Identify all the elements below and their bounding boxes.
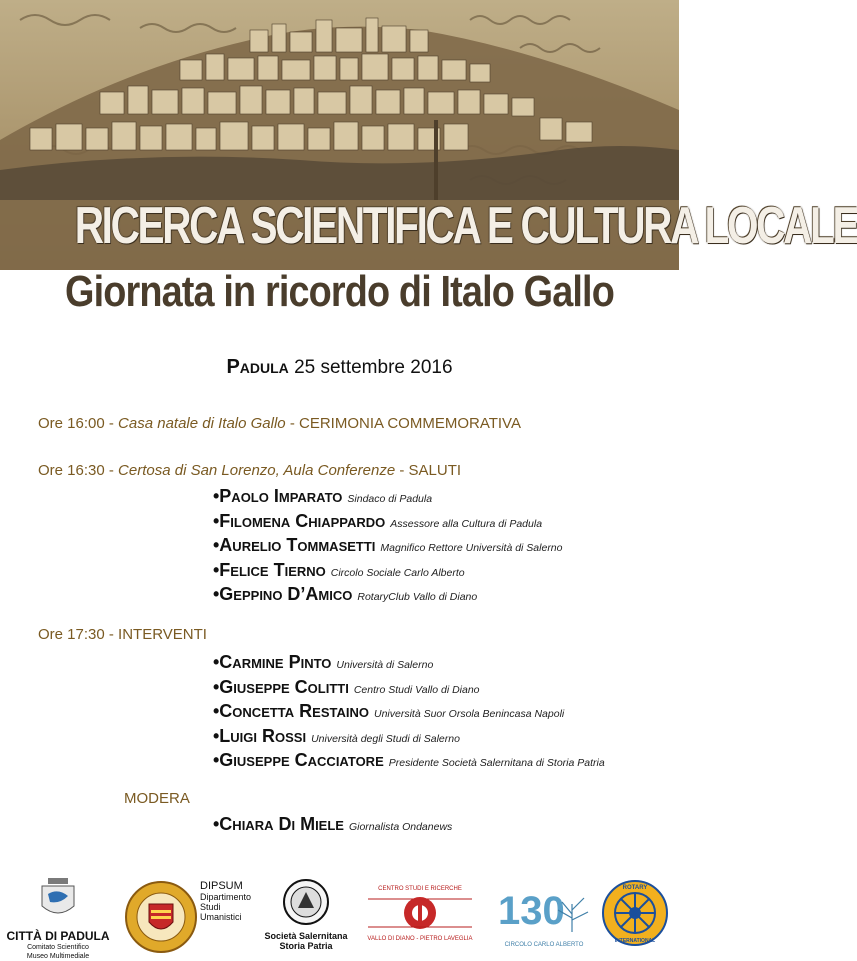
place-name: Padula (226, 356, 289, 378)
schedule-item-1730 (38, 626, 207, 643)
societa-salernitana-logo (262, 878, 350, 954)
list-item (213, 724, 605, 749)
speaker-role: Centro Studi Vallo di Diano (353, 683, 480, 696)
moderator-list (213, 812, 452, 837)
speaker-name: •Geppino D’Amico (213, 584, 353, 604)
speaker-name: •Giuseppe Colitti (213, 676, 349, 697)
dipsum-line4: Umanistici (200, 912, 242, 922)
rotary-top-text: ROTARY (622, 885, 648, 891)
schedule-location: Casa natale di Italo Gallo (118, 415, 286, 432)
dipsum-acronym: DIPSUM (200, 880, 243, 892)
societa-line1: Società Salernitana (264, 931, 348, 941)
list-item (213, 650, 605, 675)
circolo-tree-icon (492, 880, 596, 936)
circolo-logo (492, 880, 596, 952)
rotary-bottom-text: INTERNATIONAL (614, 938, 656, 944)
speaker-name: •Aurelio Tommasetti (213, 535, 376, 555)
university-seal-icon (124, 880, 198, 954)
speaker-role: Magnifico Rettore Università di Salerno (380, 542, 563, 554)
speaker-role: Presidente Società Salernitana di Storia Patria (388, 757, 605, 769)
rotary-logo (602, 880, 668, 946)
saluti-list (213, 484, 563, 607)
speaker-role: Assessore alla Cultura di Padula (390, 517, 543, 530)
centro-top-text: CENTRO STUDI E RICERCHE (378, 886, 462, 892)
speaker-role: Università di Salerno (336, 659, 434, 671)
speaker-role: Sindaco di Padula (347, 493, 433, 505)
speaker-name: •Chiara Di Miele (213, 814, 344, 834)
moderator-label: MODERA (124, 790, 190, 807)
list-item (213, 812, 452, 837)
schedule-location: Certosa di San Lorenzo, Aula Conferenze (118, 462, 396, 479)
centro-studi-logo (364, 886, 476, 946)
centro-emblem-icon (364, 893, 476, 931)
padula-line3: Museo Multimediale (26, 953, 90, 960)
list-item (213, 582, 563, 607)
list-item (213, 533, 563, 558)
schedule-time: Ore 16:30 - (38, 462, 114, 479)
speaker-name: •Giuseppe Cacciatore (213, 750, 384, 770)
padula-name: CITTÀ DI PADULA (6, 929, 110, 943)
event-date: 25 settembre 2016 (294, 357, 453, 378)
list-item (213, 509, 563, 534)
date-line (0, 356, 679, 379)
main-title: RICERCA SCIENTIFICA E CULTURA LOCALE (74, 197, 857, 255)
societa-seal-icon (262, 878, 350, 926)
circolo-caption: CIRCOLO CARLO ALBERTO (504, 942, 584, 948)
padula-logo (0, 876, 116, 960)
schedule-item-1600 (38, 415, 521, 432)
list-item (213, 558, 563, 583)
speaker-name: •Concetta Restaino (213, 701, 369, 721)
schedule-event: - SALUTI (399, 462, 462, 479)
centro-bottom-text: VALLO DI DIANO - PIETRO LAVEGLIA (367, 936, 473, 942)
speaker-name: •Luigi Rossi (213, 725, 307, 746)
speaker-name: •Felice Tierno (213, 559, 326, 580)
circolo-number: 130 (498, 889, 565, 933)
speaker-role: Università Suor Orsola Benincasa Napoli (373, 708, 565, 720)
interventi-list (213, 650, 605, 773)
speaker-role: Circolo Sociale Carlo Alberto (330, 566, 465, 579)
speaker-role: RotaryClub Vallo di Diano (357, 591, 478, 603)
speaker-name: •Paolo Imparato (213, 486, 343, 506)
speaker-role: Giornalista Ondanews (348, 821, 453, 833)
list-item (213, 699, 605, 724)
schedule-event: - CERIMONIA COMMEMORATIVA (289, 415, 521, 432)
list-item (213, 748, 605, 773)
speaker-name: •Carmine Pinto (213, 652, 332, 672)
schedule-time: Ore 16:00 - (38, 415, 114, 432)
dipsum-logo (124, 880, 274, 956)
list-item (213, 484, 563, 509)
rotary-wheel-icon (602, 880, 668, 946)
dipsum-line2: Dipartimento (200, 892, 252, 902)
speaker-name: •Filomena Chiappardo (213, 510, 386, 531)
societa-line2: Storia Patria (279, 941, 333, 951)
list-item (213, 675, 605, 700)
dipsum-line3: Studi (200, 902, 221, 912)
speaker-role: Università degli Studi di Salerno (311, 732, 460, 745)
padula-crest-icon (0, 876, 116, 922)
subtitle: Giornata in ricordo di Italo Gallo (65, 267, 614, 316)
schedule-time: Ore 17:30 - (38, 626, 114, 643)
schedule-event: INTERVENTI (118, 626, 207, 643)
padula-line2: Comitato Scientifico (27, 944, 89, 951)
schedule-item-1630 (38, 462, 461, 479)
